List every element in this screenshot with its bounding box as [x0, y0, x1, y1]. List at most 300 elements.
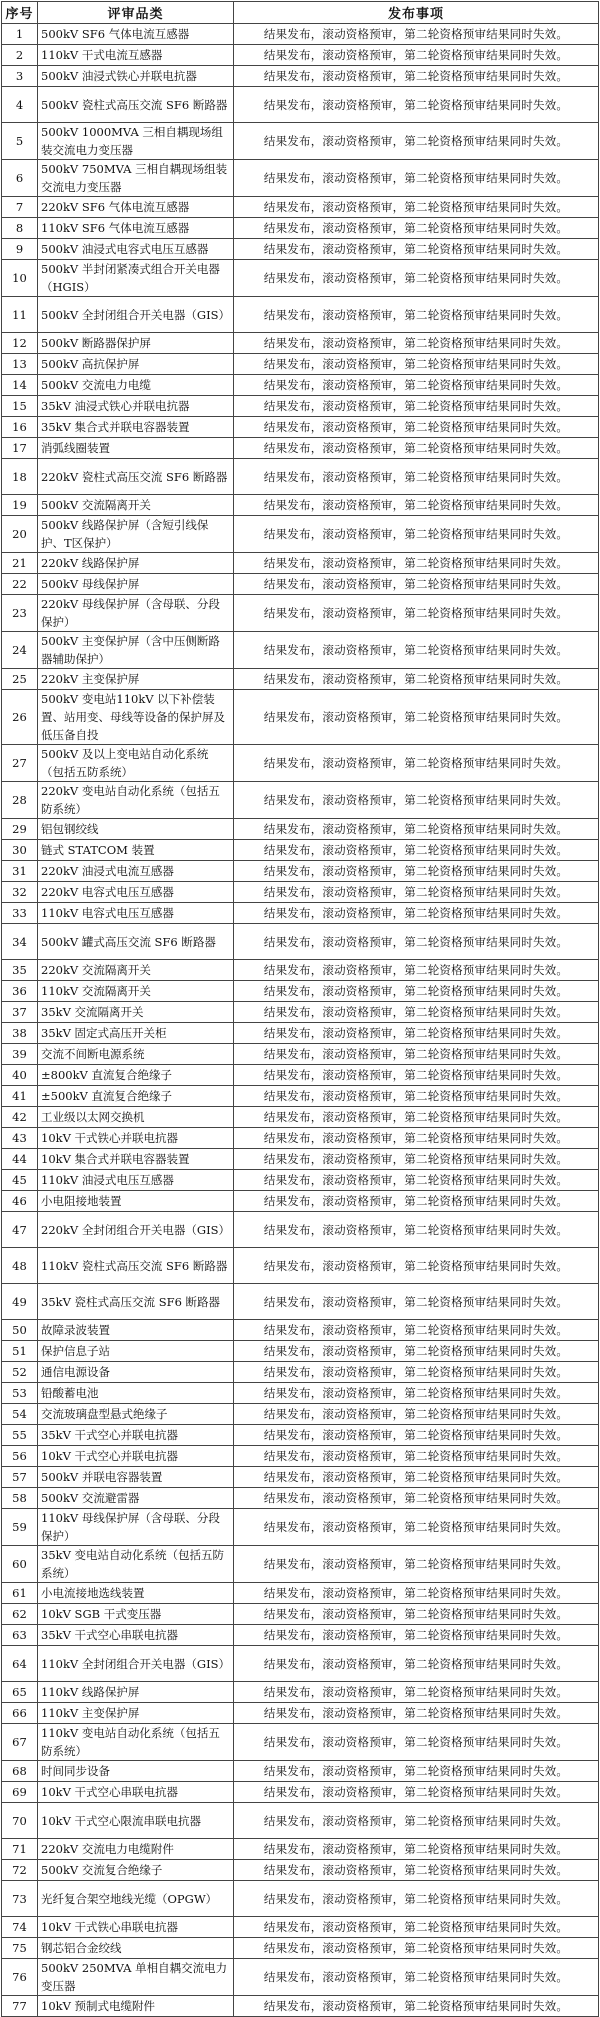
row-number: 70 — [2, 1803, 38, 1839]
table-row — [2, 438, 599, 459]
table-row — [2, 24, 599, 45]
row-category: 交流玻璃盘型悬式绝缘子 — [38, 1404, 234, 1425]
table-row — [2, 782, 599, 819]
table-row — [2, 1467, 599, 1488]
row-category: 220kV 油浸式电流互感器 — [38, 861, 234, 882]
row-category: 小电阻接地装置 — [38, 1191, 234, 1212]
table-row — [2, 1446, 599, 1467]
row-number: 52 — [2, 1362, 38, 1383]
row-notice: 结果发布，滚动资格预审，第二轮资格预审结果同时失效。 — [234, 745, 599, 782]
table-row — [2, 1703, 599, 1724]
row-number: 16 — [2, 417, 38, 438]
row-category: 500kV 油浸式电容式电压互感器 — [38, 239, 234, 260]
row-category: 交流不间断电源系统 — [38, 1044, 234, 1065]
row-notice: 结果发布，滚动资格预审，第二轮资格预审结果同时失效。 — [234, 218, 599, 239]
row-notice: 结果发布，滚动资格预审，第二轮资格预审结果同时失效。 — [234, 1703, 599, 1724]
row-notice: 结果发布，滚动资格预审，第二轮资格预审结果同时失效。 — [234, 123, 599, 160]
row-notice: 结果发布，滚动资格预审，第二轮资格预审结果同时失效。 — [234, 1996, 599, 2017]
row-notice: 结果发布，滚动资格预审，第二轮资格预审结果同时失效。 — [234, 690, 599, 745]
row-category: 光纤复合架空地线光缆（OPGW） — [38, 1881, 234, 1917]
row-number: 39 — [2, 1044, 38, 1065]
row-notice: 结果发布，滚动资格预审，第二轮资格预审结果同时失效。 — [234, 1086, 599, 1107]
row-notice: 结果发布，滚动资格预审，第二轮资格预审结果同时失效。 — [234, 333, 599, 354]
row-category: 500kV SF6 气体电流互感器 — [38, 24, 234, 45]
row-category: 110kV 电容式电压互感器 — [38, 903, 234, 924]
table-row — [2, 745, 599, 782]
row-category: 500kV 瓷柱式高压交流 SF6 断路器 — [38, 87, 234, 123]
row-number: 18 — [2, 459, 38, 495]
row-number: 22 — [2, 574, 38, 595]
row-notice: 结果发布，滚动资格预审，第二轮资格预审结果同时失效。 — [234, 1107, 599, 1128]
row-number: 5 — [2, 123, 38, 160]
table-row — [2, 960, 599, 981]
row-category: 500kV 高抗保护屏 — [38, 354, 234, 375]
row-notice: 结果发布，滚动资格预审，第二轮资格预审结果同时失效。 — [234, 1860, 599, 1881]
row-number: 15 — [2, 396, 38, 417]
row-category: 500kV 全封闭组合开关电器（GIS） — [38, 297, 234, 333]
header-notice: 发布事项 — [234, 2, 599, 24]
row-number: 76 — [2, 1959, 38, 1996]
row-number: 67 — [2, 1724, 38, 1761]
table-row — [2, 1509, 599, 1546]
table-row — [2, 1996, 599, 2017]
row-notice: 结果发布，滚动资格预审，第二轮资格预审结果同时失效。 — [234, 1646, 599, 1682]
table-row — [2, 1044, 599, 1065]
row-notice: 结果发布，滚动资格预审，第二轮资格预审结果同时失效。 — [234, 1803, 599, 1839]
row-number: 38 — [2, 1023, 38, 1044]
row-number: 61 — [2, 1583, 38, 1604]
row-category: 35kV 固定式高压开关柜 — [38, 1023, 234, 1044]
row-number: 13 — [2, 354, 38, 375]
row-notice: 结果发布，滚动资格预审，第二轮资格预审结果同时失效。 — [234, 1023, 599, 1044]
row-category: 工业级以太网交换机 — [38, 1107, 234, 1128]
row-number: 24 — [2, 632, 38, 669]
row-category: 500kV 及以上变电站自动化系统（包括五防系统） — [38, 745, 234, 782]
row-notice: 结果发布，滚动资格预审，第二轮资格预审结果同时失效。 — [234, 861, 599, 882]
row-number: 35 — [2, 960, 38, 981]
row-number: 32 — [2, 882, 38, 903]
row-category: 220kV 线路保护屏 — [38, 553, 234, 574]
row-category: 110kV 交流隔离开关 — [38, 981, 234, 1002]
row-notice: 结果发布，滚动资格预审，第二轮资格预审结果同时失效。 — [234, 1191, 599, 1212]
table-row — [2, 1761, 599, 1782]
row-category: 220kV 母线保护屏（含母联、分段保护） — [38, 595, 234, 632]
row-category: 铝包钢绞线 — [38, 819, 234, 840]
row-number: 33 — [2, 903, 38, 924]
table-row — [2, 981, 599, 1002]
row-notice: 结果发布，滚动资格预审，第二轮资格预审结果同时失效。 — [234, 1044, 599, 1065]
row-number: 1 — [2, 24, 38, 45]
row-category: 500kV 油浸式铁心并联电抗器 — [38, 66, 234, 87]
row-number: 56 — [2, 1446, 38, 1467]
row-category: 500kV 并联电容器装置 — [38, 1467, 234, 1488]
row-category: 220kV 电容式电压互感器 — [38, 882, 234, 903]
row-category: 220kV 瓷柱式高压交流 SF6 断路器 — [38, 459, 234, 495]
row-category: 500kV 交流避雷器 — [38, 1488, 234, 1509]
row-notice: 结果发布，滚动资格预审，第二轮资格预审结果同时失效。 — [234, 1170, 599, 1191]
row-number: 44 — [2, 1149, 38, 1170]
table-row — [2, 1341, 599, 1362]
row-notice: 结果发布，滚动资格预审，第二轮资格预审结果同时失效。 — [234, 1509, 599, 1546]
table-row — [2, 669, 599, 690]
table-row — [2, 459, 599, 495]
row-number: 58 — [2, 1488, 38, 1509]
row-notice: 结果发布，滚动资格预审，第二轮资格预审结果同时失效。 — [234, 45, 599, 66]
table-row — [2, 1682, 599, 1703]
row-number: 9 — [2, 239, 38, 260]
row-notice: 结果发布，滚动资格预审，第二轮资格预审结果同时失效。 — [234, 574, 599, 595]
row-number: 53 — [2, 1383, 38, 1404]
row-number: 46 — [2, 1191, 38, 1212]
row-notice: 结果发布，滚动资格预审，第二轮资格预审结果同时失效。 — [234, 1917, 599, 1938]
row-number: 42 — [2, 1107, 38, 1128]
row-category: 220kV SF6 气体电流互感器 — [38, 197, 234, 218]
row-category: ±500kV 直流复合绝缘子 — [38, 1086, 234, 1107]
table-row — [2, 1320, 599, 1341]
table-row — [2, 123, 599, 160]
row-category: 铅酸蓄电池 — [38, 1383, 234, 1404]
table-body — [2, 24, 599, 2017]
row-notice: 结果发布，滚动资格预审，第二轮资格预审结果同时失效。 — [234, 1488, 599, 1509]
row-number: 45 — [2, 1170, 38, 1191]
table-row — [2, 1959, 599, 1996]
row-category: 10kV 预制式电缆附件 — [38, 1996, 234, 2017]
row-number: 73 — [2, 1881, 38, 1917]
row-notice: 结果发布，滚动资格预审，第二轮资格预审结果同时失效。 — [234, 516, 599, 553]
row-notice: 结果发布，滚动资格预审，第二轮资格预审结果同时失效。 — [234, 1425, 599, 1446]
table-row — [2, 1488, 599, 1509]
row-notice: 结果发布，滚动资格预审，第二轮资格预审结果同时失效。 — [234, 239, 599, 260]
row-notice: 结果发布，滚动资格预审，第二轮资格预审结果同时失效。 — [234, 417, 599, 438]
table-row — [2, 1604, 599, 1625]
table-row — [2, 417, 599, 438]
row-category: 35kV 集合式并联电容器装置 — [38, 417, 234, 438]
row-category: 220kV 交流隔离开关 — [38, 960, 234, 981]
row-notice: 结果发布，滚动资格预审，第二轮资格预审结果同时失效。 — [234, 24, 599, 45]
row-category: 500kV 变电站110kV 以下补偿装置、站用变、母线等设备的保护屏及低压备自投 — [38, 690, 234, 745]
row-notice: 结果发布，滚动资格预审，第二轮资格预审结果同时失效。 — [234, 160, 599, 197]
row-number: 34 — [2, 924, 38, 960]
table-header-row — [2, 2, 599, 24]
table-row — [2, 903, 599, 924]
table-row — [2, 1546, 599, 1583]
row-category: 500kV 250MVA 单相自耦交流电力变压器 — [38, 1959, 234, 1996]
row-number: 30 — [2, 840, 38, 861]
table-row — [2, 840, 599, 861]
row-category: 110kV 变电站自动化系统（包括五防系统） — [38, 1724, 234, 1761]
table-row — [2, 1917, 599, 1938]
row-category: 35kV 变电站自动化系统（包括五防系统） — [38, 1546, 234, 1583]
table-row — [2, 1284, 599, 1320]
row-notice: 结果发布，滚动资格预审，第二轮资格预审结果同时失效。 — [234, 1248, 599, 1284]
row-notice: 结果发布，滚动资格预审，第二轮资格预审结果同时失效。 — [234, 1212, 599, 1248]
row-number: 11 — [2, 297, 38, 333]
row-notice: 结果发布，滚动资格预审，第二轮资格预审结果同时失效。 — [234, 1682, 599, 1703]
row-category: 500kV 750MVA 三相自耦现场组装交流电力变压器 — [38, 160, 234, 197]
row-number: 3 — [2, 66, 38, 87]
row-number: 20 — [2, 516, 38, 553]
row-number: 71 — [2, 1839, 38, 1860]
row-notice: 结果发布，滚动资格预审，第二轮资格预审结果同时失效。 — [234, 1467, 599, 1488]
row-number: 69 — [2, 1782, 38, 1803]
row-number: 25 — [2, 669, 38, 690]
row-notice: 结果发布，滚动资格预审，第二轮资格预审结果同时失效。 — [234, 459, 599, 495]
row-category: 110kV SF6 气体电流互感器 — [38, 218, 234, 239]
row-number: 66 — [2, 1703, 38, 1724]
row-notice: 结果发布，滚动资格预审，第二轮资格预审结果同时失效。 — [234, 840, 599, 861]
row-category: 110kV 全封闭组合开关电器（GIS） — [38, 1646, 234, 1682]
row-number: 8 — [2, 218, 38, 239]
row-notice: 结果发布，滚动资格预审，第二轮资格预审结果同时失效。 — [234, 1002, 599, 1023]
row-number: 40 — [2, 1065, 38, 1086]
row-number: 23 — [2, 595, 38, 632]
row-number: 37 — [2, 1002, 38, 1023]
row-notice: 结果发布，滚动资格预审，第二轮资格预审结果同时失效。 — [234, 1881, 599, 1917]
table-row — [2, 375, 599, 396]
table-row — [2, 333, 599, 354]
row-notice: 结果发布，滚动资格预审，第二轮资格预审结果同时失效。 — [234, 375, 599, 396]
row-category: 220kV 交流电力电缆附件 — [38, 1839, 234, 1860]
row-number: 59 — [2, 1509, 38, 1546]
row-notice: 结果发布，滚动资格预审，第二轮资格预审结果同时失效。 — [234, 782, 599, 819]
table-row — [2, 1002, 599, 1023]
row-number: 7 — [2, 197, 38, 218]
row-category: 110kV 干式电流互感器 — [38, 45, 234, 66]
table-row — [2, 632, 599, 669]
row-category: 35kV 干式空心并联电抗器 — [38, 1425, 234, 1446]
row-number: 6 — [2, 160, 38, 197]
row-number: 28 — [2, 782, 38, 819]
row-category: 220kV 全封闭组合开关电器（GIS） — [38, 1212, 234, 1248]
header-category: 评审品类 — [38, 2, 234, 24]
row-number: 31 — [2, 861, 38, 882]
row-notice: 结果发布，滚动资格预审，第二轮资格预审结果同时失效。 — [234, 595, 599, 632]
row-number: 62 — [2, 1604, 38, 1625]
row-notice: 结果发布，滚动资格预审，第二轮资格预审结果同时失效。 — [234, 87, 599, 123]
row-notice: 结果发布，滚动资格预审，第二轮资格预审结果同时失效。 — [234, 632, 599, 669]
row-category: 故障录波装置 — [38, 1320, 234, 1341]
row-number: 74 — [2, 1917, 38, 1938]
row-number: 19 — [2, 495, 38, 516]
row-notice: 结果发布，滚动资格预审，第二轮资格预审结果同时失效。 — [234, 1546, 599, 1583]
row-notice: 结果发布，滚动资格预审，第二轮资格预审结果同时失效。 — [234, 1782, 599, 1803]
row-category: 500kV 罐式高压交流 SF6 断路器 — [38, 924, 234, 960]
row-notice: 结果发布，滚动资格预审，第二轮资格预审结果同时失效。 — [234, 260, 599, 297]
row-notice: 结果发布，滚动资格预审，第二轮资格预审结果同时失效。 — [234, 1341, 599, 1362]
table-row — [2, 1362, 599, 1383]
row-category: 500kV 交流复合绝缘子 — [38, 1860, 234, 1881]
table-row — [2, 218, 599, 239]
row-notice: 结果发布，滚动资格预审，第二轮资格预审结果同时失效。 — [234, 1383, 599, 1404]
table-row — [2, 1839, 599, 1860]
table-row — [2, 1881, 599, 1917]
row-number: 41 — [2, 1086, 38, 1107]
table-row — [2, 297, 599, 333]
row-number: 4 — [2, 87, 38, 123]
table-row — [2, 1425, 599, 1446]
row-notice: 结果发布，滚动资格预审，第二轮资格预审结果同时失效。 — [234, 66, 599, 87]
row-number: 77 — [2, 1996, 38, 2017]
table-row — [2, 819, 599, 840]
table-row — [2, 1583, 599, 1604]
row-category: ±800kV 直流复合绝缘子 — [38, 1065, 234, 1086]
row-number: 72 — [2, 1860, 38, 1881]
table-row — [2, 1724, 599, 1761]
table-row — [2, 87, 599, 123]
row-notice: 结果发布，滚动资格预审，第二轮资格预审结果同时失效。 — [234, 1446, 599, 1467]
row-notice: 结果发布，滚动资格预审，第二轮资格预审结果同时失效。 — [234, 1065, 599, 1086]
row-category: 110kV 主变保护屏 — [38, 1703, 234, 1724]
row-notice: 结果发布，滚动资格预审，第二轮资格预审结果同时失效。 — [234, 354, 599, 375]
row-category: 10kV SGB 干式变压器 — [38, 1604, 234, 1625]
row-category: 500kV 1000MVA 三相自耦现场组装交流电力变压器 — [38, 123, 234, 160]
row-category: 500kV 交流隔离开关 — [38, 495, 234, 516]
table-row — [2, 197, 599, 218]
row-notice: 结果发布，滚动资格预审，第二轮资格预审结果同时失效。 — [234, 553, 599, 574]
table-row — [2, 1023, 599, 1044]
row-notice: 结果发布，滚动资格预审，第二轮资格预审结果同时失效。 — [234, 1839, 599, 1860]
row-number: 43 — [2, 1128, 38, 1149]
table-row — [2, 516, 599, 553]
table-row — [2, 924, 599, 960]
table-row — [2, 1625, 599, 1646]
table-row — [2, 1860, 599, 1881]
table-row — [2, 260, 599, 297]
row-category: 110kV 线路保护屏 — [38, 1682, 234, 1703]
row-notice: 结果发布，滚动资格预审，第二轮资格预审结果同时失效。 — [234, 903, 599, 924]
row-number: 21 — [2, 553, 38, 574]
row-number: 64 — [2, 1646, 38, 1682]
row-category: 10kV 干式空心串联电抗器 — [38, 1782, 234, 1803]
row-category: 10kV 干式空心限流串联电抗器 — [38, 1803, 234, 1839]
row-number: 68 — [2, 1761, 38, 1782]
row-notice: 结果发布，滚动资格预审，第二轮资格预审结果同时失效。 — [234, 981, 599, 1002]
table-row — [2, 1086, 599, 1107]
row-category: 500kV 半封闭紧凑式组合开关电器（HGIS） — [38, 260, 234, 297]
row-number: 17 — [2, 438, 38, 459]
row-notice: 结果发布，滚动资格预审，第二轮资格预审结果同时失效。 — [234, 1724, 599, 1761]
review-results-table — [1, 1, 599, 2017]
table-row — [2, 396, 599, 417]
row-category: 220kV 变电站自动化系统（包括五防系统） — [38, 782, 234, 819]
row-category: 10kV 干式空心并联电抗器 — [38, 1446, 234, 1467]
row-number: 29 — [2, 819, 38, 840]
row-notice: 结果发布，滚动资格预审，第二轮资格预审结果同时失效。 — [234, 1404, 599, 1425]
row-number: 57 — [2, 1467, 38, 1488]
table-row — [2, 1803, 599, 1839]
table-row — [2, 1248, 599, 1284]
header-no: 序号 — [2, 2, 38, 24]
table-row — [2, 1170, 599, 1191]
row-category: 110kV 油浸式电压互感器 — [38, 1170, 234, 1191]
table-row — [2, 66, 599, 87]
row-notice: 结果发布，滚动资格预审，第二轮资格预审结果同时失效。 — [234, 1320, 599, 1341]
table-row — [2, 553, 599, 574]
row-notice: 结果发布，滚动资格预审，第二轮资格预审结果同时失效。 — [234, 669, 599, 690]
row-notice: 结果发布，滚动资格预审，第二轮资格预审结果同时失效。 — [234, 1284, 599, 1320]
row-number: 14 — [2, 375, 38, 396]
table-row — [2, 354, 599, 375]
row-category: 500kV 断路器保护屏 — [38, 333, 234, 354]
row-category: 500kV 主变保护屏（含中压侧断路器辅助保护） — [38, 632, 234, 669]
row-notice: 结果发布，滚动资格预审，第二轮资格预审结果同时失效。 — [234, 297, 599, 333]
row-notice: 结果发布，滚动资格预审，第二轮资格预审结果同时失效。 — [234, 1604, 599, 1625]
row-number: 50 — [2, 1320, 38, 1341]
table-row — [2, 45, 599, 66]
row-category: 500kV 交流电力电缆 — [38, 375, 234, 396]
table-row — [2, 595, 599, 632]
row-category: 35kV 油浸式铁心并联电抗器 — [38, 396, 234, 417]
row-category: 链式 STATCOM 装置 — [38, 840, 234, 861]
table-row — [2, 690, 599, 745]
row-number: 47 — [2, 1212, 38, 1248]
table-row — [2, 1383, 599, 1404]
table-row — [2, 239, 599, 260]
row-number: 60 — [2, 1546, 38, 1583]
row-number: 63 — [2, 1625, 38, 1646]
row-category: 35kV 交流隔离开关 — [38, 1002, 234, 1023]
row-notice: 结果发布，滚动资格预审，第二轮资格预审结果同时失效。 — [234, 495, 599, 516]
row-notice: 结果发布，滚动资格预审，第二轮资格预审结果同时失效。 — [234, 438, 599, 459]
row-category: 钢芯铝合金绞线 — [38, 1938, 234, 1959]
table-row — [2, 1782, 599, 1803]
row-category: 10kV 干式铁心串联电抗器 — [38, 1917, 234, 1938]
table-row — [2, 1191, 599, 1212]
row-number: 55 — [2, 1425, 38, 1446]
row-notice: 结果发布，滚动资格预审，第二轮资格预审结果同时失效。 — [234, 1128, 599, 1149]
row-category: 通信电源设备 — [38, 1362, 234, 1383]
row-category: 500kV 母线保护屏 — [38, 574, 234, 595]
table-row — [2, 882, 599, 903]
row-category: 保护信息子站 — [38, 1341, 234, 1362]
row-number: 12 — [2, 333, 38, 354]
row-number: 48 — [2, 1248, 38, 1284]
table-row — [2, 861, 599, 882]
table-row — [2, 160, 599, 197]
row-number: 10 — [2, 260, 38, 297]
row-notice: 结果发布，滚动资格预审，第二轮资格预审结果同时失效。 — [234, 819, 599, 840]
row-category: 35kV 瓷柱式高压交流 SF6 断路器 — [38, 1284, 234, 1320]
table-row — [2, 495, 599, 516]
row-notice: 结果发布，滚动资格预审，第二轮资格预审结果同时失效。 — [234, 882, 599, 903]
row-notice: 结果发布，滚动资格预审，第二轮资格预审结果同时失效。 — [234, 1362, 599, 1383]
table-row — [2, 1149, 599, 1170]
table-row — [2, 1646, 599, 1682]
row-category: 10kV 干式铁心并联电抗器 — [38, 1128, 234, 1149]
row-notice: 结果发布，滚动资格预审，第二轮资格预审结果同时失效。 — [234, 396, 599, 417]
row-notice: 结果发布，滚动资格预审，第二轮资格预审结果同时失效。 — [234, 924, 599, 960]
row-number: 49 — [2, 1284, 38, 1320]
row-number: 51 — [2, 1341, 38, 1362]
row-number: 54 — [2, 1404, 38, 1425]
row-number: 27 — [2, 745, 38, 782]
row-notice: 结果发布，滚动资格预审，第二轮资格预审结果同时失效。 — [234, 1149, 599, 1170]
table-row — [2, 574, 599, 595]
table-row — [2, 1404, 599, 1425]
row-notice: 结果发布，滚动资格预审，第二轮资格预审结果同时失效。 — [234, 1959, 599, 1996]
row-number: 36 — [2, 981, 38, 1002]
row-number: 2 — [2, 45, 38, 66]
row-category: 110kV 母线保护屏（含母联、分段保护） — [38, 1509, 234, 1546]
row-number: 65 — [2, 1682, 38, 1703]
row-category: 110kV 瓷柱式高压交流 SF6 断路器 — [38, 1248, 234, 1284]
table-row — [2, 1107, 599, 1128]
row-category: 时间同步设备 — [38, 1761, 234, 1782]
row-number: 26 — [2, 690, 38, 745]
row-category: 消弧线圈装置 — [38, 438, 234, 459]
row-category: 10kV 集合式并联电容器装置 — [38, 1149, 234, 1170]
row-notice: 结果发布，滚动资格预审，第二轮资格预审结果同时失效。 — [234, 1761, 599, 1782]
